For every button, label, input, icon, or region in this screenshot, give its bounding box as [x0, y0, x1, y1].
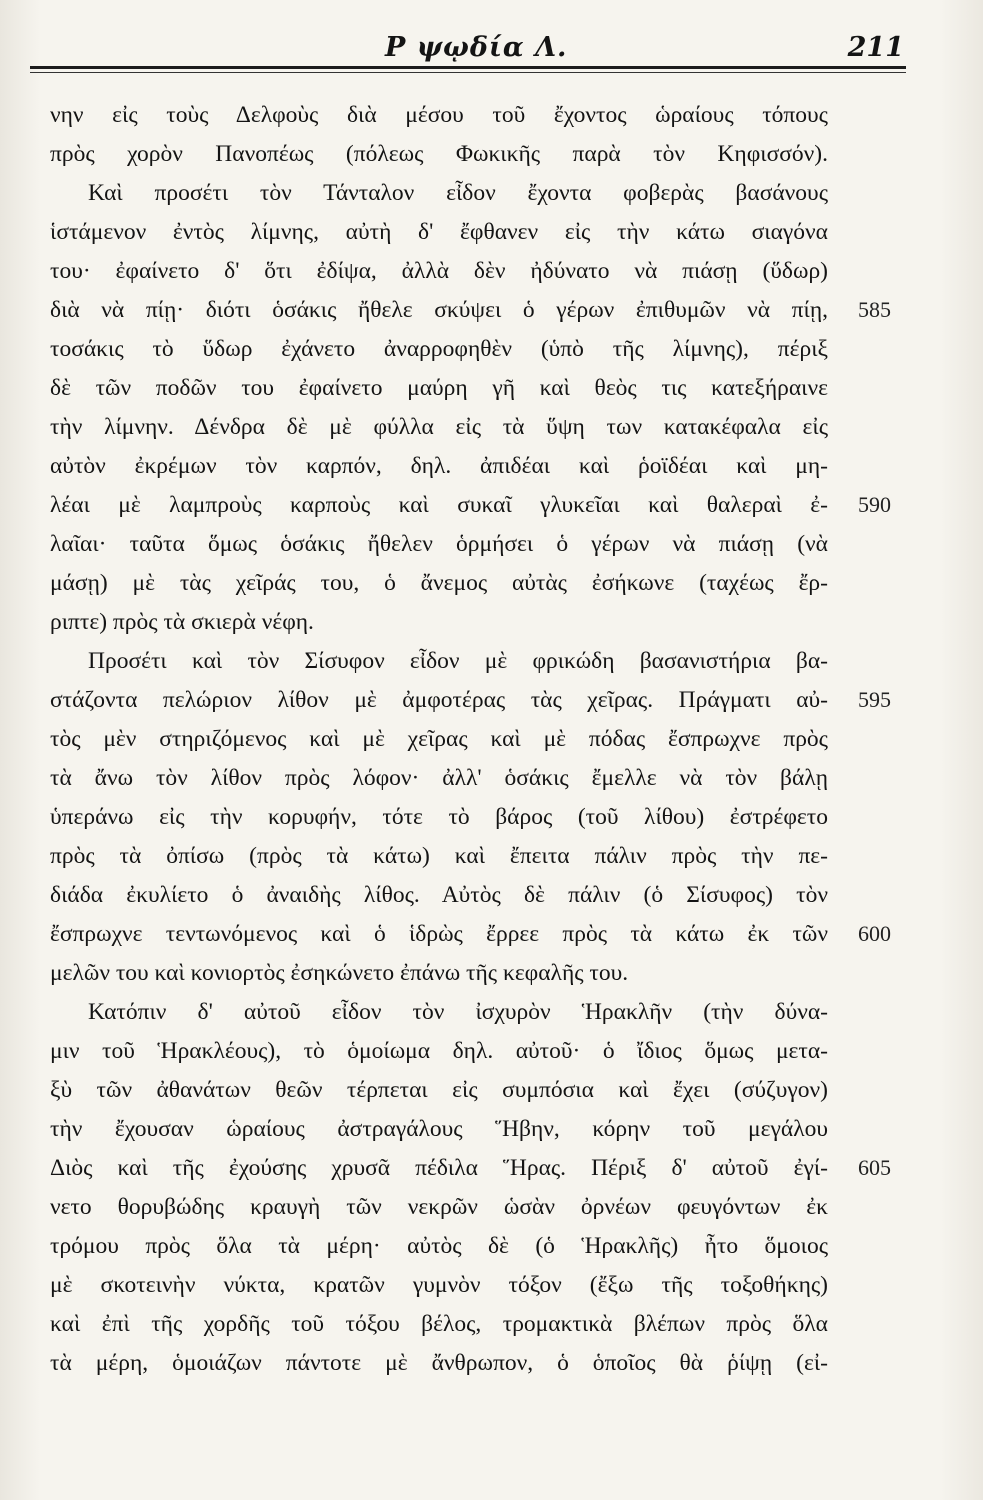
verse-number: 605 — [858, 1155, 891, 1180]
page-header — [30, 28, 910, 68]
text-line: ἔσπρωχνε τεντωνόμενος καὶ ὁ ἱδρὼς ἔρρεε πρὸς τὰ κάτω ἐκ τῶν — [50, 921, 828, 947]
running-title: Ρ ψῳδία Λ. — [385, 32, 568, 63]
text-line: νην εἰς τοὺς Δελφοὺς διὰ μέσου τοῦ ἔχοντος ὡραίους τόπους — [50, 102, 828, 128]
text-line: τὰ μέρη, ὁμοιάζων πάντοτε μὲ ἄνθρωπον, ὁ ὁποῖος θὰ ῥίψῃ (εἰ- — [50, 1350, 828, 1376]
text-line: μελῶν του καὶ κονιορτὸς ἐσηκώνετο ἐπάνω τῆς κεφαλῆς του. — [50, 960, 629, 986]
text-line: στάζοντα πελώριον λίθον μὲ ἀμφοτέρας τὰς χεῖρας. Πράγματι αὐ- — [50, 687, 828, 713]
text-line: μὲ σκοτεινὴν νύκτα, κρατῶν γυμνὸν τόξον (ἔξω τῆς τοξοθήκης) — [50, 1272, 828, 1298]
verse-number: 600 — [858, 921, 891, 946]
text-line: τὸς μὲν στηριζόμενος καὶ μὲ χεῖρας καὶ μὲ πόδας ἔσπρωχνε πρὸς — [50, 726, 828, 752]
verse-number: 590 — [858, 492, 891, 517]
text-line: ριπτε) πρὸς τὰ σκιερὰ νέφη. — [50, 609, 314, 635]
text-line: ἱστάμενον ἐντὸς λίμνης, αὐτὴ δ' ἔφθανεν εἰς τὴν κάτω σιαγόνα — [50, 219, 828, 245]
text-line: καὶ ἐπὶ τῆς χορδῆς τοῦ τόξου βέλος, τρομακτικὰ βλέπων πρὸς ὅλα — [50, 1311, 828, 1337]
text-line: ὑπεράνω εἰς τὴν κορυφήν, τότε τὸ βάρος (τοῦ λίθου) ἐστρέφετο — [50, 804, 828, 830]
text-line: Κατόπιν δ' αὐτοῦ εἶδον τὸν ἰσχυρὸν Ἡρακλῆν (τὴν δύνα- — [88, 999, 828, 1025]
text-line: πρὸς τὰ ὀπίσω (πρὸς τὰ κάτω) καὶ ἔπειτα πάλιν πρὸς τὴν πε- — [50, 843, 828, 869]
verse-number: 595 — [858, 687, 891, 712]
text-line: μάσῃ) μὲ τὰς χεῖράς του, ὁ ἄνεμος αὐτὰς ἐσήκωνε (ταχέως ἔρ- — [50, 570, 828, 596]
text-line: τρόμου πρὸς ὅλα τὰ μέρη· αὐτὸς δὲ (ὁ Ἡρακλῆς) ἦτο ὅμοιος — [50, 1233, 828, 1259]
header-rule — [30, 66, 906, 69]
text-line: νετο θορυβώδης κραυγὴ τῶν νεκρῶν ὡσὰν ὀρνέων φευγόντων ἐκ — [50, 1194, 828, 1220]
text-line: τὴν ἔχουσαν ὡραίους ἀστραγάλους Ἥβην, κόρην τοῦ μεγάλου — [50, 1116, 828, 1142]
text-line: διάδα ἐκυλίετο ὁ ἀναιδὴς λίθος. Αὐτὸς δὲ πάλιν (ὁ Σίσυφος) τὸν — [50, 882, 828, 908]
text-line: αὐτὸν ἐκρέμων τὸν καρπόν, δηλ. ἀπιδέαι καὶ ῥοϊδέαι καὶ μη- — [50, 453, 828, 479]
page-number: 211 — [847, 32, 904, 63]
text-line: τὰ ἄνω τὸν λίθον πρὸς λόφον· ἀλλ' ὁσάκις ἔμελλε νὰ τὸν βάλῃ — [50, 765, 828, 791]
text-line: ξὺ τῶν ἀθανάτων θεῶν τέρπεται εἰς συμπόσια καὶ ἔχει (σύζυγον) — [50, 1077, 828, 1103]
text-line: λέαι μὲ λαμπροὺς καρποὺς καὶ συκαῖ γλυκεῖαι καὶ θαλεραὶ ἐ- — [50, 492, 828, 518]
text-line: δὲ τῶν ποδῶν του ἐφαίνετο μαύρη γῆ καὶ θεὸς τις κατεξήραινε — [50, 375, 828, 401]
text-line: του· ἐφαίνετο δ' ὅτι ἐδίψα, ἀλλὰ δὲν ἠδύνατο νὰ πιάσῃ (ὕδωρ) — [50, 258, 828, 284]
text-line: τοσάκις τὸ ὕδωρ ἐχάνετο ἀναρροφηθὲν (ὑπὸ τῆς λίμνης), πέριξ — [50, 336, 828, 362]
text-line: Καὶ προσέτι τὸν Τάνταλον εἶδον ἔχοντα φοβερὰς βασάνους — [88, 180, 828, 206]
text-line: Διὸς καὶ τῆς ἐχούσης χρυσᾶ πέδιλα Ἥρας. Πέριξ δ' αὐτοῦ ἐγί- — [50, 1155, 828, 1181]
text-line: διὰ νὰ πίῃ· διότι ὁσάκις ἤθελε σκύψει ὁ γέρων ἐπιθυμῶν νὰ πίῃ, — [50, 297, 828, 323]
text-line: πρὸς χορὸν Πανοπέως (πόλεως Φωκικῆς παρὰ τὸν Κηφισσόν). — [50, 141, 828, 167]
header-rule-thin — [30, 72, 906, 73]
text-line: μιν τοῦ Ἡρακλέους), τὸ ὁμοίωμα δηλ. αὐτοῦ· ὁ ἴδιος ὅμως μετα- — [50, 1038, 828, 1064]
text-line: τὴν λίμνην. Δένδρα δὲ μὲ φύλλα εἰς τὰ ὕψη των κατακέφαλα εἰς — [50, 414, 828, 440]
verse-number: 585 — [858, 297, 891, 322]
text-line: Προσέτι καὶ τὸν Σίσυφον εἶδον μὲ φρικώδη βασανιστήρια βα- — [88, 648, 828, 674]
text-line: λαῖαι· ταῦτα ὅμως ὁσάκις ἤθελεν ὁρμήσει ὁ γέρων νὰ πιάσῃ (νὰ — [50, 531, 828, 557]
